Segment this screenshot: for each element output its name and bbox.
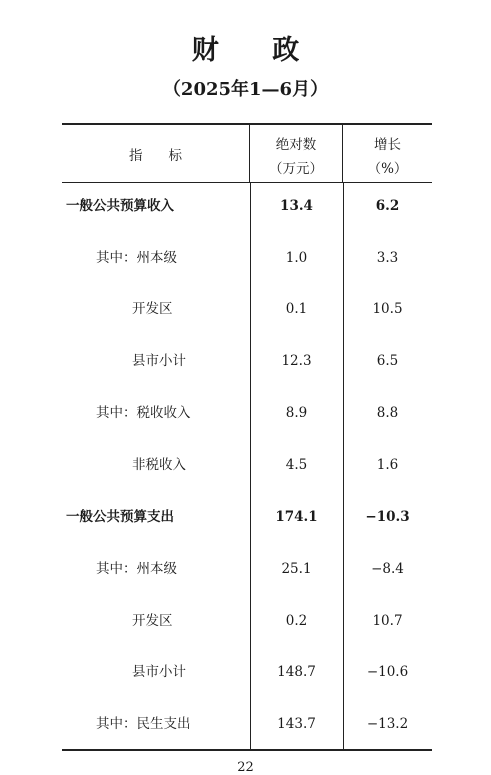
- row-value: 143.7: [277, 716, 316, 732]
- table-row: [62, 401, 432, 425]
- row-label: 其中：民生支出: [96, 716, 191, 732]
- row-growth: 3.3: [376, 250, 399, 266]
- row-growth: 6.2: [375, 198, 400, 214]
- page-subtitle: （2025年1—6月）: [162, 79, 329, 100]
- table-row: [62, 194, 432, 218]
- row-value: 174.1: [275, 509, 318, 525]
- row-value: 8.9: [285, 405, 308, 421]
- table-row: [62, 349, 432, 373]
- row-value: 13.4: [280, 198, 313, 214]
- table-row: [62, 660, 432, 684]
- row-label: 一般公共预算收入: [66, 198, 174, 214]
- row-label: 其中：州本级: [96, 250, 177, 266]
- row-value: 1.0: [285, 250, 308, 266]
- table-row: [62, 609, 432, 633]
- row-value: 0.2: [285, 613, 308, 629]
- header-absolute-unit: （万元）: [269, 161, 323, 177]
- page-number: 22: [237, 760, 254, 775]
- finance-table: [62, 123, 432, 751]
- table-row: [62, 453, 432, 477]
- header-indicator-label: 指标: [129, 147, 208, 164]
- table-row: [62, 297, 432, 321]
- page-title: 财 政: [191, 35, 322, 66]
- table-header: [62, 125, 432, 183]
- header-absolute: [250, 125, 343, 182]
- row-growth: −10.3: [365, 509, 410, 525]
- header-growth: [343, 125, 432, 182]
- row-value: 148.7: [277, 664, 316, 680]
- row-label: 一般公共预算支出: [66, 509, 174, 525]
- header-growth-unit: （%）: [367, 161, 408, 177]
- row-growth: 10.5: [372, 301, 403, 317]
- row-growth: 10.7: [372, 613, 403, 629]
- table-row: [62, 505, 432, 529]
- row-value: 12.3: [281, 353, 312, 369]
- table-row: [62, 712, 432, 736]
- header-indicator: [62, 125, 250, 182]
- header-growth-label: 增长: [374, 137, 401, 153]
- row-growth: 1.6: [376, 457, 399, 473]
- row-label: 县市小计: [132, 664, 186, 680]
- row-value: 0.1: [285, 301, 308, 317]
- row-label: 其中：税收收入: [96, 405, 191, 421]
- header-absolute-label: 绝对数: [275, 137, 317, 153]
- row-label: 县市小计: [132, 353, 186, 369]
- table-row: [62, 557, 432, 581]
- row-growth: 6.5: [376, 353, 399, 369]
- row-value: 25.1: [281, 561, 312, 577]
- row-value: 4.5: [285, 457, 308, 473]
- row-label: 其中：州本级: [96, 561, 177, 577]
- table-row: [62, 246, 432, 270]
- row-label: 开发区: [132, 613, 173, 629]
- row-label: 开发区: [132, 301, 173, 317]
- row-growth: −13.2: [366, 716, 409, 732]
- row-label: 非税收入: [132, 457, 186, 473]
- row-growth: −10.6: [366, 664, 409, 680]
- row-growth: −8.4: [371, 561, 404, 577]
- table-body: [62, 183, 432, 749]
- row-growth: 8.8: [376, 405, 399, 421]
